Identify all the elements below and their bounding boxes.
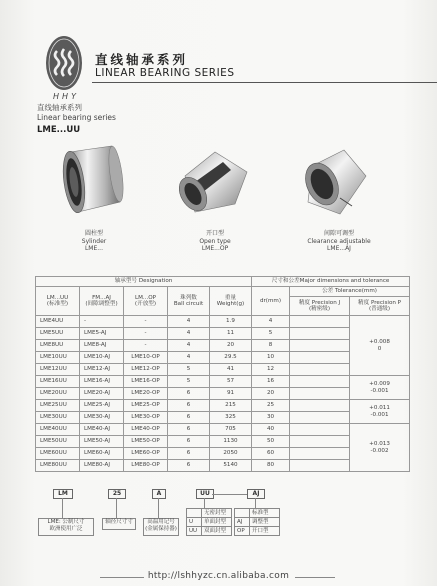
cell-weight: 705 bbox=[210, 424, 252, 436]
cell-uu: LME60UU bbox=[36, 448, 80, 460]
cell-uu: LME50UU bbox=[36, 436, 80, 448]
cell-op: - bbox=[124, 316, 168, 328]
cell-precision-p: +0.013 -0.002 bbox=[350, 424, 410, 472]
cell-uu: LME4UU bbox=[36, 316, 80, 328]
cell-uu: LME80UU bbox=[36, 460, 80, 472]
col-header-precision-p: 精度 Precision P (普通级) bbox=[350, 297, 410, 316]
cell-uu: LME8UU bbox=[36, 340, 80, 352]
cell-weight: 2050 bbox=[210, 448, 252, 460]
cell-aj: LME80-AJ bbox=[80, 460, 124, 472]
cell-dr: 25 bbox=[252, 400, 290, 412]
cell-dr: 50 bbox=[252, 436, 290, 448]
cell-dr: 16 bbox=[252, 376, 290, 388]
caption-adjustable-code: LME...AJ bbox=[327, 245, 351, 252]
cell-ball: 4 bbox=[168, 340, 210, 352]
cell-op: - bbox=[124, 328, 168, 340]
cell-ball: 6 bbox=[168, 412, 210, 424]
cell-aj: LME16-AJ bbox=[80, 376, 124, 388]
cell-weight: 325 bbox=[210, 412, 252, 424]
section-title-cn: 直线轴承系列 bbox=[37, 103, 82, 112]
cell-precision-j bbox=[290, 436, 350, 448]
table-row bbox=[36, 400, 410, 412]
footer-url: http://lshhyzc.cn.alibaba.com bbox=[147, 571, 290, 581]
cell-weight: 1.9 bbox=[210, 316, 252, 328]
col-header-uu: LM...UU (标准型) bbox=[36, 287, 80, 316]
cell-op: LME16-OP bbox=[124, 376, 168, 388]
cell-precision-j bbox=[290, 340, 350, 352]
page-title-en: LINEAR BEARING SERIES bbox=[95, 67, 235, 79]
code-size: 25 bbox=[108, 489, 126, 499]
legend-lm: LME: 公制尺寸 欧洲使用广泛 bbox=[38, 518, 94, 536]
caption-adjustable-cn: 间隙可调型 bbox=[323, 230, 354, 237]
dimensions-header: 尺寸和公差Major dimensions and tolerance bbox=[252, 277, 410, 287]
open-type-bearing-image bbox=[175, 146, 255, 218]
cell-op: - bbox=[124, 340, 168, 352]
designation-header: 轴承型号 Designation bbox=[36, 277, 252, 287]
page-title-cn: 直线轴承系列 bbox=[95, 52, 189, 67]
legend-seal-key bbox=[187, 509, 202, 518]
legend-seal-value: 无密封型 bbox=[202, 509, 232, 518]
legend-seal-value: 单面封型 bbox=[202, 518, 232, 527]
legend-seal-row bbox=[187, 518, 232, 527]
col-header-op: LM...OP (开放型) bbox=[124, 287, 168, 316]
col-header-aj: FM...AJ (间隙调整型) bbox=[80, 287, 124, 316]
spec-table bbox=[35, 276, 410, 472]
legend-seal-key: UU bbox=[187, 527, 202, 536]
cell-dr: 12 bbox=[252, 364, 290, 376]
table-row bbox=[36, 376, 410, 388]
cell-weight: 57 bbox=[210, 376, 252, 388]
cell-op: LME12-OP bbox=[124, 364, 168, 376]
cell-aj: LME8-AJ bbox=[80, 340, 124, 352]
caption-open-en: Open type bbox=[199, 237, 231, 245]
caption-cylinder-cn: 圆柱型 bbox=[84, 230, 103, 237]
table-row bbox=[36, 424, 410, 436]
legend-type-key: OP bbox=[235, 527, 250, 536]
cell-ball: 5 bbox=[168, 364, 210, 376]
legend-type-value: 调整型 bbox=[250, 518, 280, 527]
code-uu: UU bbox=[196, 489, 214, 499]
cell-weight: 1130 bbox=[210, 436, 252, 448]
tolerance-header: 公差 Tolerance(mm) bbox=[290, 287, 410, 297]
cell-ball: 5 bbox=[168, 376, 210, 388]
table-header-row-1 bbox=[36, 277, 410, 287]
cell-weight: 11 bbox=[210, 328, 252, 340]
cell-precision-p: +0.011 -0.001 bbox=[350, 400, 410, 424]
section-code: LME...UU bbox=[37, 125, 81, 135]
cell-dr: 8 bbox=[252, 340, 290, 352]
cell-uu: LME12UU bbox=[36, 364, 80, 376]
cell-aj: LME50-AJ bbox=[80, 436, 124, 448]
code-a: A bbox=[152, 489, 166, 499]
legend-seal-value: 双面封型 bbox=[202, 527, 232, 536]
cell-uu: LME30UU bbox=[36, 412, 80, 424]
logo-text: HHY bbox=[53, 92, 79, 101]
cell-uu: LME5UU bbox=[36, 328, 80, 340]
cell-uu: LME20UU bbox=[36, 388, 80, 400]
table-header-row-2 bbox=[36, 287, 410, 297]
cell-precision-j bbox=[290, 424, 350, 436]
legend-a: 高温用记号 (金属保持器) bbox=[143, 518, 179, 536]
header-rule bbox=[92, 82, 437, 83]
cell-uu: LME10UU bbox=[36, 352, 80, 364]
cell-ball: 6 bbox=[168, 436, 210, 448]
legend-size: 轴径尺寸寸 bbox=[102, 518, 136, 530]
cell-weight: 20 bbox=[210, 340, 252, 352]
cell-weight: 5140 bbox=[210, 460, 252, 472]
cell-ball: 6 bbox=[168, 448, 210, 460]
cell-ball: 6 bbox=[168, 388, 210, 400]
legend-type-key: AJ bbox=[235, 518, 250, 527]
cell-uu: LME16UU bbox=[36, 376, 80, 388]
caption-adjustable-en: Clearance adjustable bbox=[307, 237, 371, 245]
cell-uu: LME40UU bbox=[36, 424, 80, 436]
cell-precision-j bbox=[290, 316, 350, 328]
cell-op: LME10-OP bbox=[124, 352, 168, 364]
caption-cylinder-en: Sylinder bbox=[81, 237, 107, 245]
cell-precision-j bbox=[290, 412, 350, 424]
cell-precision-p: +0.008 0 bbox=[350, 316, 410, 376]
legend-type-row bbox=[235, 527, 280, 536]
cell-dr: 40 bbox=[252, 424, 290, 436]
leader-uu bbox=[204, 498, 205, 508]
legend-type-value: 标准型 bbox=[250, 509, 280, 518]
legend-seal-row bbox=[187, 509, 232, 518]
caption-open-cn: 开口型 bbox=[205, 230, 224, 237]
cell-dr: 80 bbox=[252, 460, 290, 472]
caption-cylinder-code: LME... bbox=[84, 245, 104, 252]
legend-type-value: 开口型 bbox=[250, 527, 280, 536]
cell-weight: 91 bbox=[210, 388, 252, 400]
cell-op: LME60-OP bbox=[124, 448, 168, 460]
cell-aj: LME25-AJ bbox=[80, 400, 124, 412]
cell-precision-j bbox=[290, 352, 350, 364]
cell-op: LME30-OP bbox=[124, 412, 168, 424]
cell-dr: 30 bbox=[252, 412, 290, 424]
legend-type-table bbox=[234, 508, 280, 536]
cell-ball: 6 bbox=[168, 424, 210, 436]
cell-dr: 4 bbox=[252, 316, 290, 328]
legend-seal-key: U bbox=[187, 518, 202, 527]
cell-precision-j bbox=[290, 400, 350, 412]
leader-aj bbox=[255, 498, 256, 508]
legend-seal-row bbox=[187, 527, 232, 536]
cell-uu: LME25UU bbox=[36, 400, 80, 412]
cell-ball: 4 bbox=[168, 328, 210, 340]
caption-open-type bbox=[170, 230, 260, 253]
cell-op: LME40-OP bbox=[124, 424, 168, 436]
cell-aj: LME30-AJ bbox=[80, 412, 124, 424]
cell-dr: 60 bbox=[252, 448, 290, 460]
cell-aj: LME20-AJ bbox=[80, 388, 124, 400]
cell-weight: 29.5 bbox=[210, 352, 252, 364]
leader-size bbox=[116, 498, 117, 518]
code-connector bbox=[212, 494, 247, 495]
cell-weight: 41 bbox=[210, 364, 252, 376]
cell-op: LME20-OP bbox=[124, 388, 168, 400]
cell-ball: 6 bbox=[168, 400, 210, 412]
clearance-adjustable-bearing-image bbox=[300, 146, 372, 220]
cylinder-bearing-image bbox=[60, 140, 128, 226]
cell-aj: - bbox=[80, 316, 124, 328]
col-header-precision-j: 精度 Precision J (精密级) bbox=[290, 297, 350, 316]
cell-aj: LME5-AJ bbox=[80, 328, 124, 340]
col-header-dr: dr(mm) bbox=[252, 287, 290, 316]
col-header-ball: 珠列数 Ball circuit bbox=[168, 287, 210, 316]
col-header-weight: 重量 Weight(g) bbox=[210, 287, 252, 316]
cell-precision-j bbox=[290, 460, 350, 472]
caption-clearance-adjustable bbox=[294, 230, 384, 253]
cell-aj: LME12-AJ bbox=[80, 364, 124, 376]
legend-type-row bbox=[235, 509, 280, 518]
cell-aj: LME60-AJ bbox=[80, 448, 124, 460]
cell-aj: LME40-AJ bbox=[80, 424, 124, 436]
cell-precision-j bbox=[290, 364, 350, 376]
cell-precision-j bbox=[290, 376, 350, 388]
cell-op: LME50-OP bbox=[124, 436, 168, 448]
hhy-logo-icon bbox=[44, 34, 84, 92]
cell-dr: 20 bbox=[252, 388, 290, 400]
legend-seal-table bbox=[186, 508, 232, 536]
leader-lm bbox=[62, 498, 63, 518]
cell-dr: 5 bbox=[252, 328, 290, 340]
cell-ball: 4 bbox=[168, 316, 210, 328]
cell-precision-j bbox=[290, 448, 350, 460]
cell-op: LME25-OP bbox=[124, 400, 168, 412]
cell-precision-p: +0.009 -0.001 bbox=[350, 376, 410, 400]
leader-a bbox=[158, 498, 159, 518]
table-row bbox=[36, 316, 410, 328]
cell-weight: 215 bbox=[210, 400, 252, 412]
code-lm: LM bbox=[53, 489, 73, 499]
cell-op: LME80-OP bbox=[124, 460, 168, 472]
cell-dr: 10 bbox=[252, 352, 290, 364]
cell-precision-j bbox=[290, 388, 350, 400]
section-title-en: Linear bearing series bbox=[37, 113, 116, 122]
cell-aj: LME10-AJ bbox=[80, 352, 124, 364]
caption-open-code: LME...OP bbox=[201, 245, 229, 252]
legend-type-key bbox=[235, 509, 250, 518]
caption-cylinder bbox=[49, 230, 139, 253]
code-aj: AJ bbox=[247, 489, 265, 499]
cell-ball: 6 bbox=[168, 460, 210, 472]
legend-type-row bbox=[235, 518, 280, 527]
cell-ball: 4 bbox=[168, 352, 210, 364]
cell-precision-j bbox=[290, 328, 350, 340]
